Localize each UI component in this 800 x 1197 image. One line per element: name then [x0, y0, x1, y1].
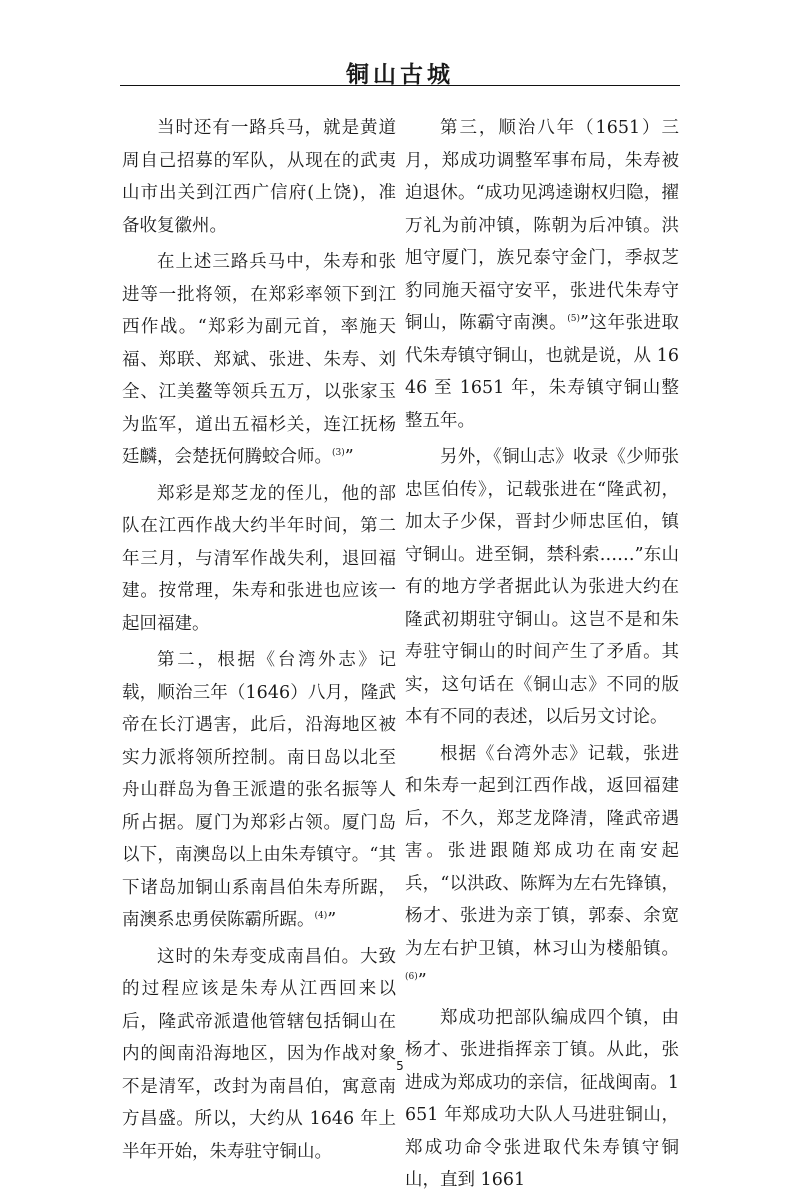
paragraph [405, 112, 679, 437]
paragraph-text: 根据《台湾外志》记载，张进和朱寿一起到江西作战，返回福建后，不久，郑芝龙降清，隆武帝遇害。张进跟随郑成功在南安起兵，“以洪政、陈辉为左右先锋镇，杨才、张进为亲丁镇，郭泰、余宽为左右护卫镇，林习山为楼船镇。 [405, 743, 679, 959]
paragraph [122, 644, 396, 937]
footnote-marker: (5) [567, 314, 580, 324]
footnote-marker: (6) [405, 972, 418, 982]
paragraph-text: ”这年张进取代朱寿镇守铜山，也就是说，从 1646 至 1651 年，朱寿镇守铜山整整五年。 [405, 313, 680, 431]
paragraph-text: 第三，顺治八年（1651）三月，郑成功调整军事布局，朱寿被迫退休。“成功见鸿逵谢权归隐，擢万礼为前冲镇，陈朝为后冲镇。洪旭守厦门，族兄泰守金门，季叔芝豹同施天福守安平，张进代朱寿守铜山，陈霸守南澳。 [405, 118, 679, 333]
right-column [405, 112, 679, 1197]
paragraph-text: 第二，根据《台湾外志》记载，顺治三年（1646）八月，隆武帝在长汀遇害，此后，沿海地区被实力派将领所控制。南日岛以北至舟山群岛为鲁王派遣的张名振等人所占据。厦门为郑彩占领。厦门岛以下，南澳岛以上由朱寿镇守。“其下诸岛加铜山系南昌伯朱寿所踞，南澳系忠勇侯陈霸所踞。 [122, 650, 396, 930]
paragraph-text: ” [344, 447, 354, 467]
paragraph [405, 738, 679, 998]
footnote-marker: (4) [314, 911, 328, 921]
paragraph [122, 112, 396, 242]
footnote-marker: (3) [332, 448, 345, 458]
paragraph [405, 441, 679, 734]
paragraph-text: 另外，《铜山志》收录《少师张忠匡伯传》，记载张进在“隆武初，加太子少保，晋封少师忠匡伯，镇守铜山。进至铜，禁科索……”东山有的地方学者据此认为张进大约在隆武初期驻守铜山。这岂不是和朱寿驻守铜山的时间产生了矛盾。其实，这句话在《铜山志》不同的版本有不同的表述，以后另文讨论。 [405, 447, 679, 727]
paragraph [405, 1002, 679, 1197]
paragraph-text: 当时还有一路兵马，就是黄道周自己招募的军队，从现在的武夷山市出关到江西广信府(上饶)，准备收复徽州。 [122, 118, 396, 236]
paragraph [122, 941, 396, 1169]
paragraph-text: 郑成功把部队编成四个镇，由杨才、张进指挥亲丁镇。从此，张进成为郑成功的亲信，征战闽南。1651 年郑成功大队人马进驻铜山，郑成功命令张进取代朱寿镇守铜山，直到 1661 [405, 1007, 679, 1190]
paragraph-text: ” [417, 971, 427, 991]
running-header-title: 铜山古城 [346, 61, 454, 88]
paragraph [122, 246, 396, 474]
paragraph-text: 在上述三路兵马中，朱寿和张进等一批将领，在郑彩率领下到江西作战。“郑彩为副元首，率施天福、郑联、郑斌、张进、朱寿、刘全、江美鳌等领兵五万，以张家玉为监军，道出五福杉关，连江抚杨廷麟，会楚抚何腾蛟合师。 [122, 252, 396, 467]
page-number: 5 [396, 1059, 404, 1073]
header-rule [120, 85, 680, 86]
paragraph-text: 这时的朱寿变成南昌伯。大致的过程应该是朱寿从江西回来以后，隆武帝派遣他管辖包括铜山在内的闽南沿海地区，因为作战对象不是清军，改封为南昌伯，寓意南方昌盛。所以，大约从 1646 年上半年开始，朱寿驻守铜山。 [122, 946, 396, 1162]
left-column [122, 112, 396, 1168]
paragraph-text: 郑彩是郑芝龙的侄儿，他的部队在江西作战大约半年时间，第二年三月，与清军作战失利，退回福建。按常理，朱寿和张进也应该一起回福建。 [122, 483, 396, 634]
paragraph-text: ” [327, 910, 337, 930]
paragraph [122, 478, 396, 641]
